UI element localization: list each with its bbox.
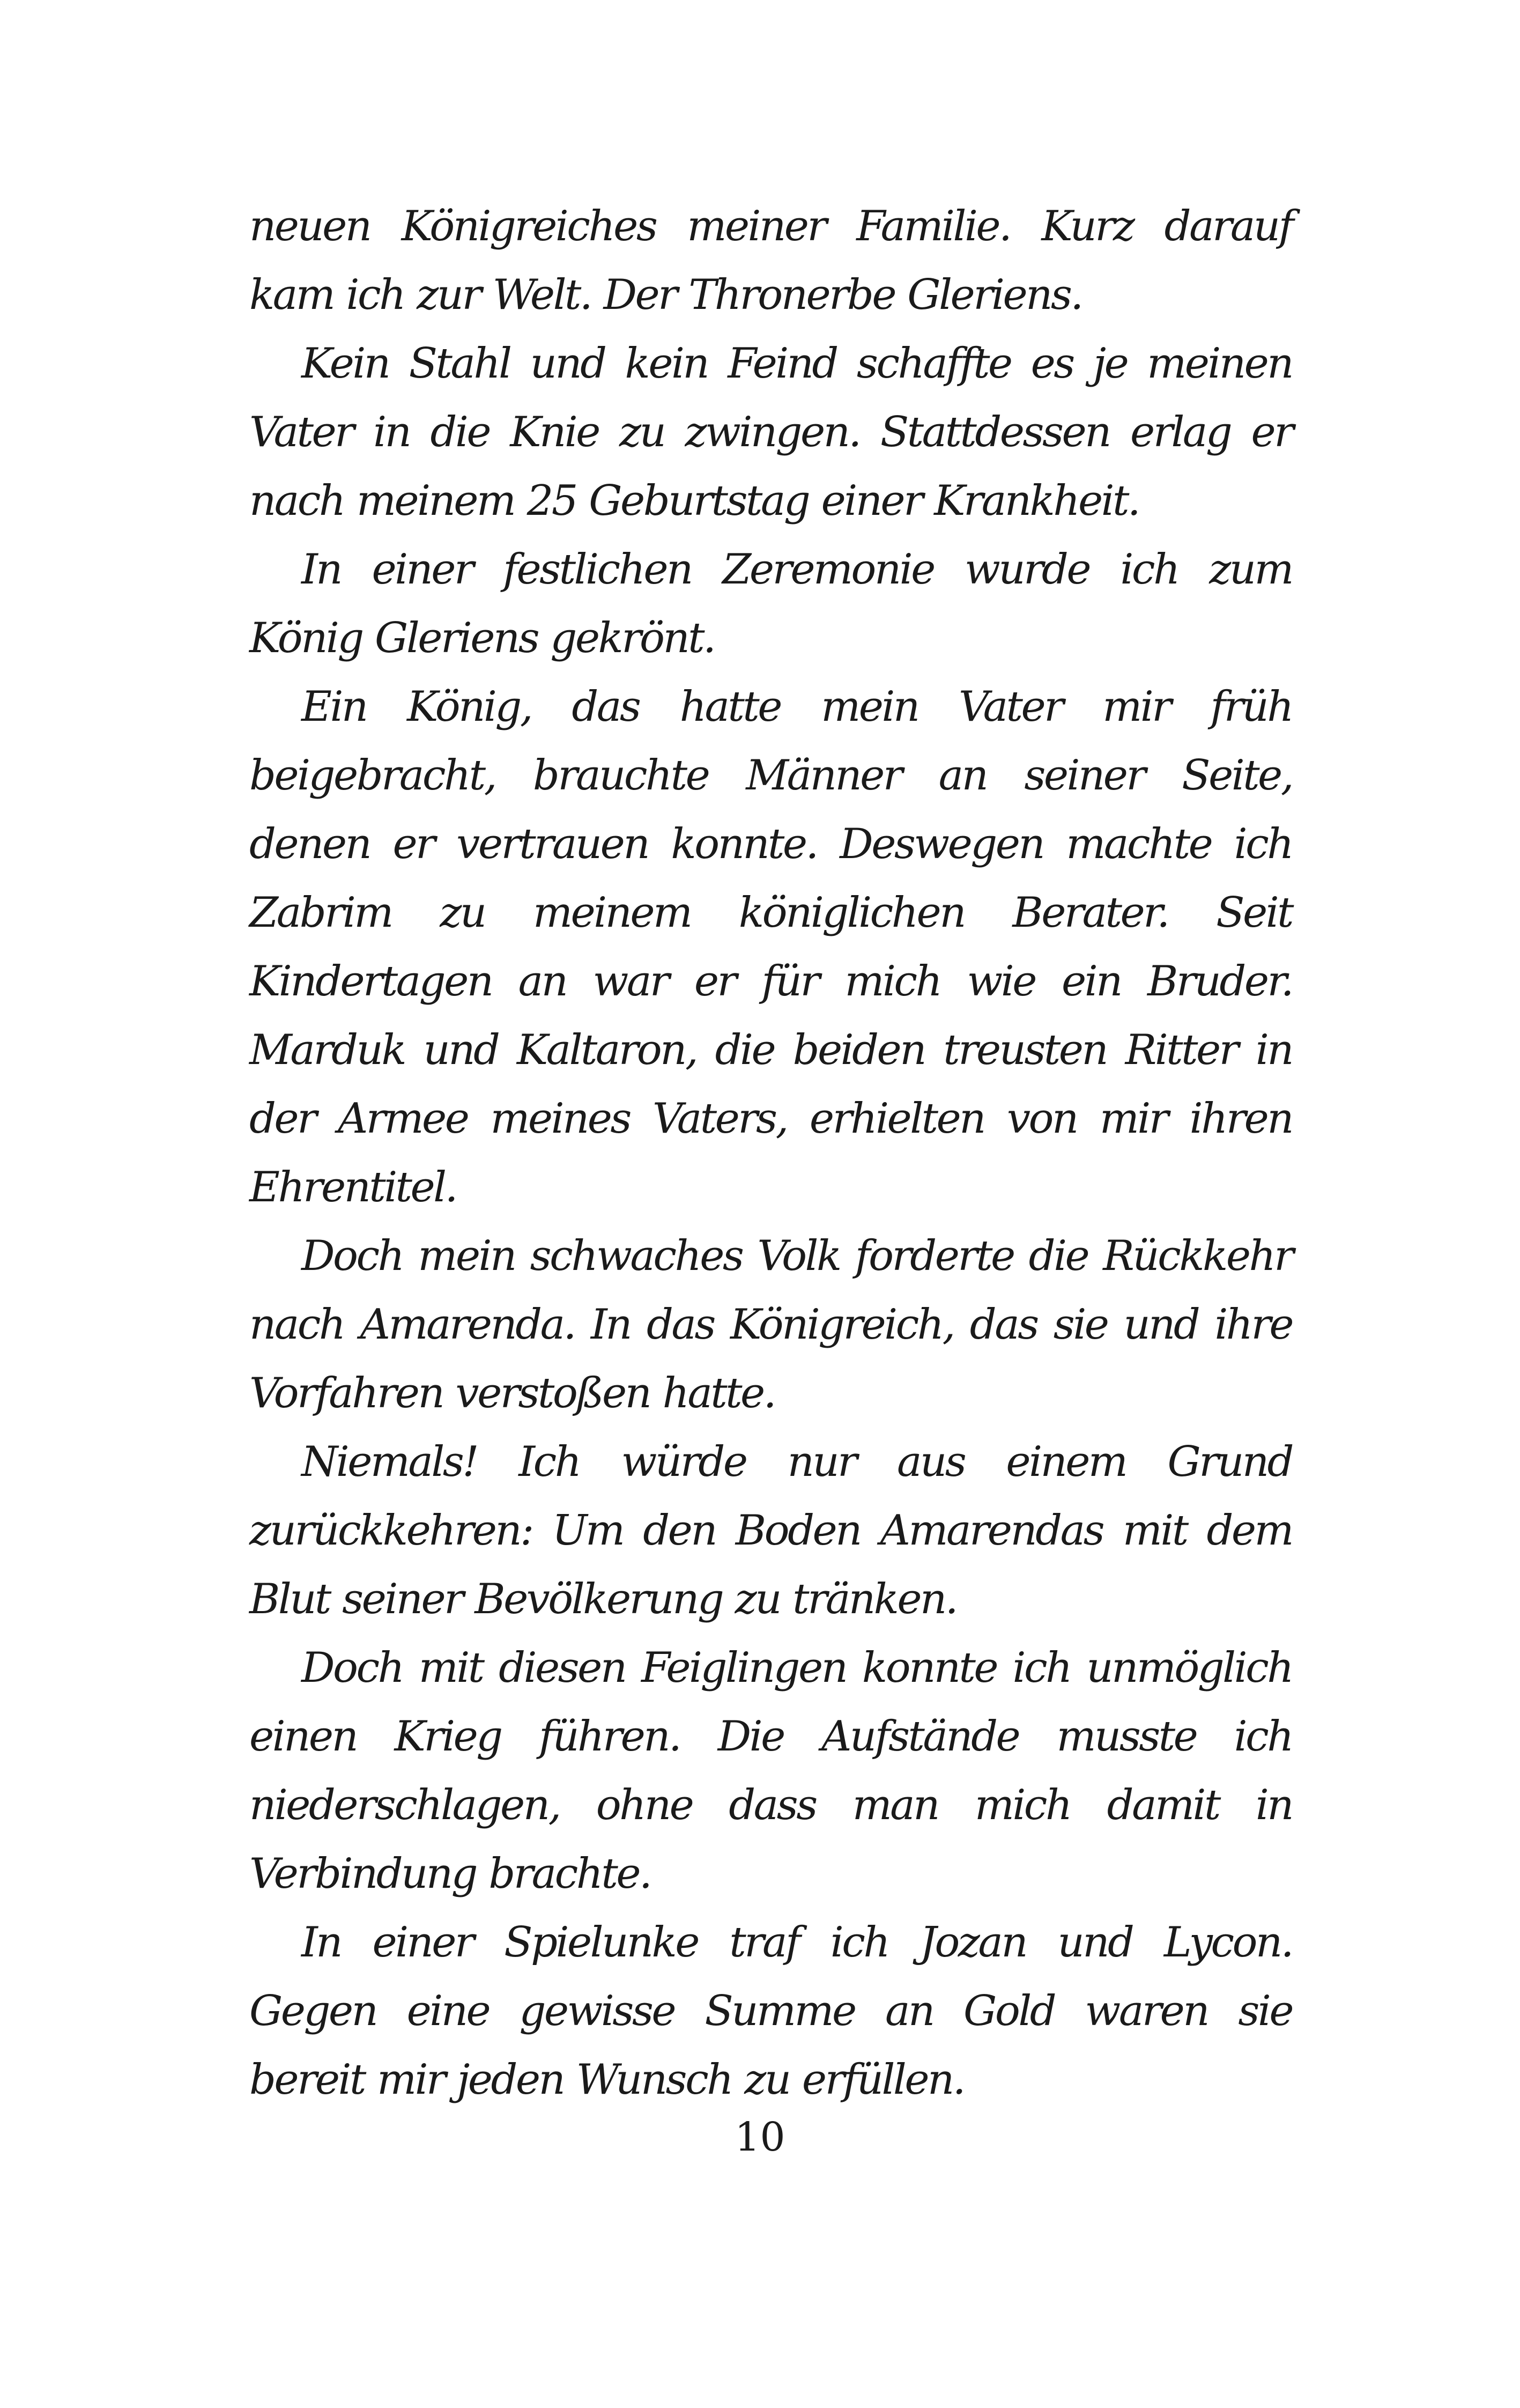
page-number: 10 (735, 2114, 785, 2160)
paragraph-2: Kein Stahl und kein Feind schaffte es je meinen Vater in die Knie zu zwingen. Stattdessen erlag er nach meinem 25 Geburtstag einer Krankheit. (249, 339, 1292, 525)
paragraph-1: neuen Königreiches meiner Familie. Kurz darauf kam ich zur Welt. Der Thronerbe Gleriens. (249, 202, 1292, 319)
paragraph-7: Doch mit diesen Feiglingen konnte ich unmöglich einen Krieg führen. Die Aufstände musste ich niederschlagen, ohne dass man mich damit in Verbindung brachte. (249, 1644, 1292, 1898)
body-text (249, 192, 1292, 2114)
paragraph-8: In einer Spielunke traf ich Jozan und Lycon. Gegen eine gewisse Summe an Gold waren sie bereit mir jeden Wunsch zu erfüllen. (249, 1918, 1292, 2104)
paragraph-6: Niemals! Ich würde nur aus einem Grund zurückkehren: Um den Boden Amarendas mit dem Blut seiner Bevölkerung zu tränken. (249, 1438, 1292, 1623)
paragraph-5: Doch mein schwaches Volk forderte die Rückkehr nach Amarenda. In das Königreich, das sie und ihre Vorfahren verstoßen hatte. (249, 1232, 1292, 1417)
paragraph-3: In einer festlichen Zeremonie wurde ich zum König Gleriens gekrönt. (249, 545, 1292, 662)
paragraph-4: Ein König, das hatte mein Vater mir früh beigebracht, brauchte Männer an seiner Seite, denen er vertrauen konnte. Deswegen machte ich Zabrim zu meinem königlichen Berater. Seit Kindertagen an war er für mich wie ein Bruder. Marduk und Kaltaron, die beiden treusten Ritter in der Armee meines Vaters, erhielten von mir ihren Ehrentitel. (249, 683, 1292, 1212)
